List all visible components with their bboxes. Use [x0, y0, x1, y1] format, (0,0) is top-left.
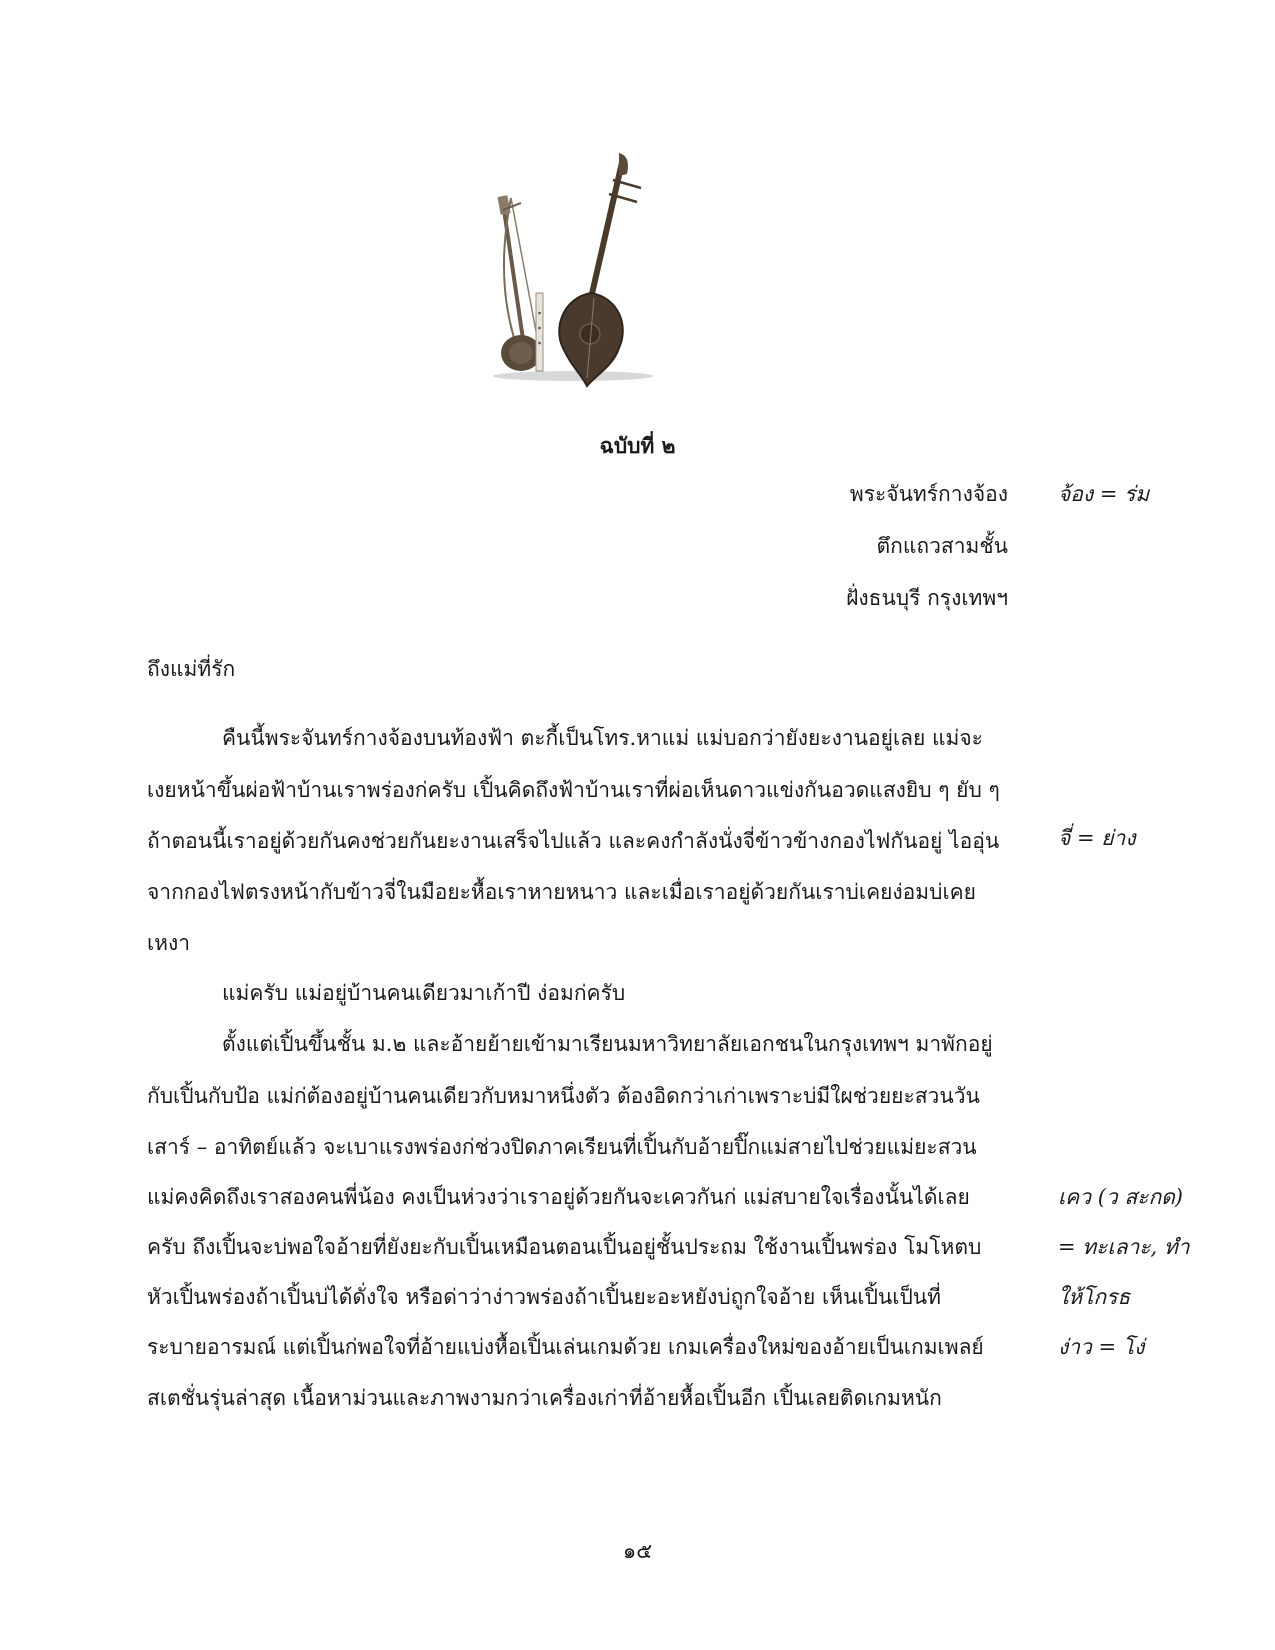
glossary-note-kew: เคว (ว สะกด)	[1058, 1185, 1183, 1209]
thai-string-instruments-icon	[463, 148, 683, 398]
body-line: ตั้งแต่เปิ้นขึ้นชั้น ม.๒ และอ้ายย้ายเข้ามาเรียนมหาวิทยาลัยเอกชนในกรุงเทพฯ มาพักอยู่	[222, 1032, 993, 1056]
body-line: ถ้าตอนนี้เราอยู่ด้วยกันคงช่วยกันยะงานเสร็จไปแล้ว และคงกำลังนั่งจี่ข้าวข้างกองไฟกันอยู่ ไออุ่น	[147, 829, 1000, 853]
glossary-note-jong: จ้อง = ร่ม	[1058, 482, 1150, 506]
glossary-note-ngao: ง่าว = โง่	[1058, 1335, 1145, 1359]
glossary-note-jee: จี่ = ย่าง	[1058, 826, 1136, 850]
body-line: แม่ครับ แม่อยู่บ้านคนเดียวมาเก้าปี ง่อมก่ครับ	[222, 981, 626, 1005]
body-line: กับเปิ้นกับป้อ แม่ก่ต้องอยู่บ้านคนเดียวกับหมาหนึ่งตัว ต้องอิดกว่าเก่าเพราะบ่มีใผช่วยยะสวนวัน	[147, 1084, 980, 1108]
glossary-note-kew-meaning: = ทะเลาะ, ทำ	[1058, 1235, 1190, 1259]
body-line: ครับ ถึงเปิ้นจะบ่พอใจอ้ายที่ยังยะกับเปิ้นเหมือนตอนเปิ้นอยู่ชั้นประถม ใช้งานเปิ้นพร่อง โมโหตบ	[147, 1235, 982, 1259]
body-line: คืนนี้พระจันทร์กางจ้องบนท้องฟ้า ตะกี้เป็นโทร.หาแม่ แม่บอกว่ายังยะงานอยู่เลย แม่จะ	[222, 726, 983, 750]
address-line-3: ฝั่งธนบุรี กรุงเทพฯ	[846, 586, 1008, 610]
page-number: ๑๕	[622, 1539, 653, 1563]
body-line: จากกองไฟตรงหน้ากับข้าวจี่ในมือยะหื้อเราหายหนาว และเมื่อเราอยู่ด้วยกันเราบ่เคยง่อมบ่เคย	[147, 880, 976, 904]
chapter-title: ฉบับที่ ๒	[599, 433, 676, 458]
body-line: หัวเปิ้นพร่องถ้าเปิ้นบ่ได้ดั่งใจ หรือด่าว่าง่าวพร่องถ้าเปิ้นยะอะหยังบ่ถูกใจอ้าย เห็นเปิ้นเป็นที่	[147, 1285, 941, 1309]
body-line: เหงา	[147, 931, 191, 955]
body-line: เงยหน้าขึ้นผ่อฟ้าบ้านเราพร่องก่ครับ เปิ้นคิดถึงฟ้าบ้านเราที่ผ่อเห็นดาวแข่งกันอวดแสงยิบ ๆ ยับ ๆ	[147, 778, 1000, 802]
address-line-1: พระจันทร์กางจ้อง	[849, 482, 1008, 506]
address-line-2: ตึกแถวสามชั้น	[876, 534, 1008, 558]
body-line: เสาร์ – อาทิตย์แล้ว จะเบาแรงพร่องก่ช่วงปิดภาคเรียนที่เปิ้นกับอ้ายปิ๊กแม่สายไปช่วยแม่ยะสวน	[147, 1135, 977, 1159]
salutation: ถึงแม่ที่รัก	[147, 657, 236, 681]
body-line: ระบายอารมณ์ แต่เปิ้นก่พอใจที่อ้ายแบ่งหื้อเปิ้นเล่นเกมด้วย เกมเครื่องใหม่ของอ้ายเป็นเกมเพลย์	[147, 1335, 984, 1359]
body-line: สเตชั่นรุ่นล่าสุด เนื้อหาม่วนและภาพงามกว่าเครื่องเก่าที่อ้ายหื้อเปิ้นอีก เปิ้นเลยติดเกมหนัก	[147, 1386, 942, 1410]
body-line: แม่คงคิดถึงเราสองคนพี่น้อง คงเป็นห่วงว่าเราอยู่ด้วยกันจะเควกันก่ แม่สบายใจเรื่องนั้นได้เลย	[147, 1185, 970, 1209]
glossary-note-kew-meaning-cont: ให้โกรธ	[1058, 1285, 1131, 1309]
